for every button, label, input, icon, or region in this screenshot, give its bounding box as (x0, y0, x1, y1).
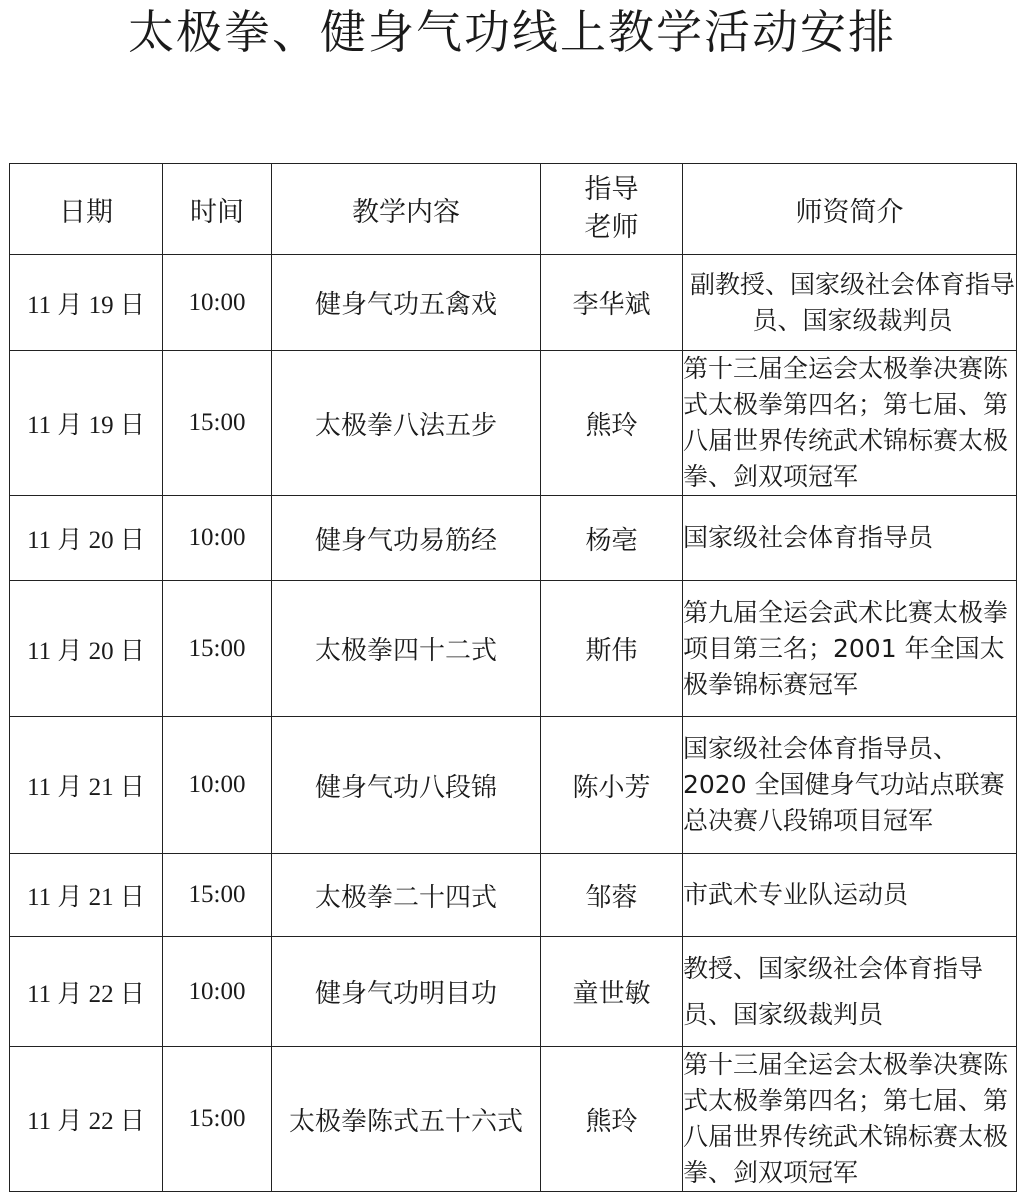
header-time: 时间 (163, 164, 272, 255)
cell-date: 11 月 20 日 (10, 581, 163, 717)
table-row (10, 717, 1017, 854)
cell-time: 15:00 (163, 1047, 272, 1192)
table-row (10, 351, 1017, 496)
cell-teacher: 陈小芳 (541, 717, 683, 854)
cell-content: 健身气功五禽戏 (272, 255, 541, 351)
cell-time: 10:00 (163, 255, 272, 351)
cell-date: 11 月 22 日 (10, 937, 163, 1047)
cell-content: 健身气功八段锦 (272, 717, 541, 854)
header-date: 日期 (10, 164, 163, 255)
cell-content: 太极拳二十四式 (272, 854, 541, 937)
table-row (10, 496, 1017, 581)
cell-content: 太极拳陈式五十六式 (272, 1047, 541, 1192)
cell-teacher: 斯伟 (541, 581, 683, 717)
cell-time: 10:00 (163, 496, 272, 581)
header-teacher (541, 164, 683, 255)
table-header-row (10, 164, 1017, 255)
cell-teacher: 熊玲 (541, 1047, 683, 1192)
cell-bio: 国家级社会体育指导员、2020 全国健身气功站点联赛总决赛八段锦项目冠军 (683, 717, 1017, 854)
cell-bio: 市武术专业队运动员 (683, 854, 1017, 937)
page-title: 太极拳、健身气功线上教学活动安排 (128, 5, 896, 59)
cell-teacher: 童世敏 (541, 937, 683, 1047)
cell-time: 15:00 (163, 854, 272, 937)
header-content: 教学内容 (272, 164, 541, 255)
table-row (10, 1047, 1017, 1192)
cell-time: 10:00 (163, 717, 272, 854)
cell-time: 10:00 (163, 937, 272, 1047)
header-bio: 师资简介 (683, 164, 1017, 255)
cell-date: 11 月 19 日 (10, 351, 163, 496)
cell-content: 太极拳四十二式 (272, 581, 541, 717)
cell-content: 太极拳八法五步 (272, 351, 541, 496)
cell-date: 11 月 19 日 (10, 255, 163, 351)
cell-teacher: 杨亳 (541, 496, 683, 581)
cell-teacher: 邹蓉 (541, 854, 683, 937)
cell-date: 11 月 22 日 (10, 1047, 163, 1192)
cell-bio: 第十三届全运会太极拳决赛陈式太极拳第四名；第七届、第八届世界传统武术锦标赛太极拳、剑双项冠军 (683, 1047, 1017, 1192)
cell-bio: 副教授、国家级社会体育指导员、国家级裁判员 (683, 255, 1017, 351)
cell-bio: 第十三届全运会太极拳决赛陈式太极拳第四名；第七届、第八届世界传统武术锦标赛太极拳、剑双项冠军 (683, 351, 1017, 496)
cell-content: 健身气功明目功 (272, 937, 541, 1047)
cell-bio: 教授、国家级社会体育指导员、国家级裁判员 (683, 937, 1017, 1047)
table-row (10, 581, 1017, 717)
cell-teacher: 熊玲 (541, 351, 683, 496)
table-row (10, 937, 1017, 1047)
cell-time: 15:00 (163, 351, 272, 496)
header-teacher-line2: 老师 (584, 212, 639, 243)
cell-teacher: 李华斌 (541, 255, 683, 351)
cell-bio: 第九届全运会武术比赛太极拳项目第三名；2001 年全国太极拳锦标赛冠军 (683, 581, 1017, 717)
header-teacher-line1: 指导 (584, 174, 639, 205)
cell-date: 11 月 21 日 (10, 717, 163, 854)
cell-content: 健身气功易筋经 (272, 496, 541, 581)
schedule-table (9, 163, 1017, 1192)
cell-bio: 国家级社会体育指导员 (683, 496, 1017, 581)
table-row (10, 854, 1017, 937)
cell-time: 15:00 (163, 581, 272, 717)
table-row (10, 255, 1017, 351)
cell-date: 11 月 21 日 (10, 854, 163, 937)
cell-date: 11 月 20 日 (10, 496, 163, 581)
